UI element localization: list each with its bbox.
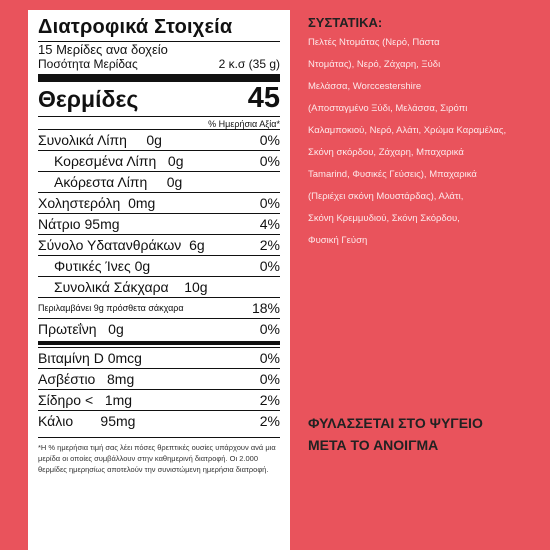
nutrient-row <box>38 234 280 255</box>
nutrient-name: Χοληστερόλη <box>38 195 121 211</box>
calories-label: Θερμίδες <box>38 86 139 112</box>
nutrient-amount: 0g <box>134 258 151 274</box>
thick-divider <box>38 74 280 82</box>
nutrient-name: Κορεσμένα Λίπη <box>54 153 157 169</box>
nutrient-name: Πρωτεΐνη <box>38 321 97 337</box>
thick-divider <box>38 341 280 345</box>
nutrient-pct <box>234 172 280 192</box>
nutrient-row <box>38 171 280 192</box>
nutrient-row <box>38 213 280 234</box>
nutrient-amount: 0mcg <box>107 350 142 366</box>
nutrient-row <box>38 318 280 339</box>
nutrient-row <box>38 297 280 318</box>
nutrition-facts-panel <box>28 10 290 550</box>
daily-value-header: % Ημερήσια Αξία* <box>38 116 280 129</box>
nutrient-pct: 0% <box>259 132 280 148</box>
nutrient-name: Περιλαμβάνει 9g πρόσθετα σάκχαρα <box>38 303 184 313</box>
ingredients-line: Ντομάτας), Νερό, Ζάχαρη, Ξύδι <box>308 59 441 70</box>
nutrient-row <box>38 368 280 389</box>
ingredients-line: Καλαμποκιού, Νερό, Αλάτι, Χρώμα Καραμέλας, <box>308 125 507 136</box>
servings-per-container: 15 Μερίδες ανα δοχείο <box>38 42 168 57</box>
ingredients-line: Σκόνη σκόρδου, Ζάχαρη, Μπαχαρικά <box>308 147 464 158</box>
calories-value: 45 <box>247 82 280 114</box>
nutrient-pct: 0% <box>259 371 280 387</box>
ingredients-line: Πελτές Ντομάτας (Νερό, Πάστα <box>308 37 440 48</box>
nutrient-amount: 10g <box>184 279 208 295</box>
nutrient-name: Ακόρεστα Λίπη <box>54 174 148 190</box>
nutrient-name: Σίδηρο < <box>38 392 94 408</box>
nutrient-pct: 2% <box>259 392 280 408</box>
nutrient-name: Βιταμίνη D <box>38 350 104 366</box>
storage-line: ΦΥΛΑΣΣΕΤΑΙ ΣΤΟ ΨΥΓΕΙΟ <box>308 415 483 431</box>
nutrient-pct: 0% <box>259 258 280 274</box>
ingredients-line: Μελάσσα, Worccestershire <box>308 81 422 92</box>
nutrient-amount: 95mg <box>84 216 120 232</box>
ingredients-title: ΣΥΣΤΑΤΙΚΑ: <box>308 15 383 30</box>
nutrient-amount: 8mg <box>107 371 135 387</box>
ingredients-line: (Αποσταγμένο Ξύδι, Μελάσσα, Σιρόπι <box>308 103 468 114</box>
nutrient-row <box>38 150 280 171</box>
nutrient-amount: 6g <box>189 237 205 253</box>
nutrient-amount: 0g <box>166 174 183 190</box>
nutrient-pct: 2% <box>259 237 280 253</box>
nutrient-name: Φυτικές Ίνες <box>54 258 131 274</box>
nutrient-row <box>38 410 280 431</box>
nutrient-row <box>38 192 280 213</box>
nutrient-amount: 0g <box>108 321 124 337</box>
nutrient-amount: 0g <box>146 132 162 148</box>
nutrient-name: Ασβέστιο <box>38 371 96 387</box>
nutrient-name: Κάλιο <box>38 413 74 429</box>
nutrient-row <box>38 389 280 410</box>
nutrient-row <box>38 347 280 368</box>
storage-instructions <box>308 412 483 456</box>
nutrient-amount: 95mg <box>100 413 136 429</box>
nutrient-pct: 0% <box>259 321 280 337</box>
ingredients-line: (Περιέχει σκόνη Μουστάρδας), Αλάτι, <box>308 191 464 202</box>
ingredients-line: Tamarind, Φυσικές Γεύσεις), Μπαχαρικά <box>308 169 477 180</box>
nutrient-name: Νάτριο <box>38 216 81 232</box>
serving-size-value: 2 κ.σ (35 g) <box>218 57 280 71</box>
nutrient-amount: 0g <box>167 153 184 169</box>
ingredients-section <box>308 14 538 252</box>
panel-title: Διατροφικά Στοιχεία <box>38 16 280 42</box>
nutrient-name: Σύνολο Υδατανθράκων <box>38 237 182 253</box>
serving-size-row <box>38 57 280 71</box>
nutrient-row <box>38 276 280 297</box>
nutrient-amount: 0mg <box>128 195 156 211</box>
nutrient-amount: 1mg <box>104 392 133 408</box>
nutrient-row <box>38 129 280 150</box>
calories-row <box>38 84 280 113</box>
nutrient-name: Συνολικά Λίπη <box>38 132 127 148</box>
nutrient-pct: 18% <box>251 300 280 316</box>
nutrient-pct: 0% <box>259 350 280 366</box>
nutrient-pct: 0% <box>259 195 280 211</box>
nutrient-pct: 4% <box>259 216 280 232</box>
nutrient-pct <box>234 277 280 297</box>
footnote: *Η % ημερήσια τιμή σας λέει πόσες θρεπτικές ουσίες υπάρχουν ανά μια μερίδα οι οποίες συμβάλλουν στην καθημερινή διατροφή. Οι 2.000 θερμίδες ημερησίως αποτελούν την συνιστώμενη ημερήσια διατροφή. <box>38 437 280 475</box>
storage-line: ΜΕΤΑ ΤΟ ΑΝΟΙΓΜΑ <box>308 437 439 453</box>
ingredients-line: Σκόνη Κρεμμυδιού, Σκόνη Σκόρδου, <box>308 213 460 224</box>
nutrient-pct: 0% <box>259 153 280 169</box>
nutrient-pct: 2% <box>259 413 280 429</box>
ingredients-line: Φυσική Γεύση <box>308 235 368 246</box>
serving-size-label: Ποσότητα Μερίδας <box>38 57 138 71</box>
nutrient-row <box>38 255 280 276</box>
nutrient-name: Συνολικά Σάκχαρα <box>54 279 169 295</box>
